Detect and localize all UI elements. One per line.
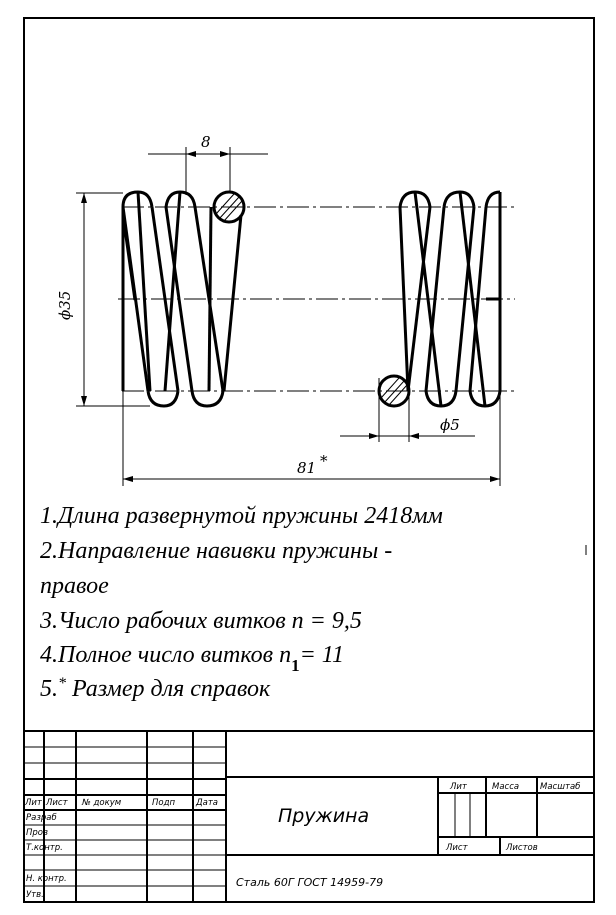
dim-outer-diameter-value: ϕ35 <box>56 290 74 320</box>
dim-pitch <box>148 147 268 195</box>
tb-col-mass: Масса <box>492 782 520 792</box>
note-3: 3.Число рабочих витков n = 9,5 <box>40 608 362 634</box>
tb-header-doc: № докум <box>82 798 122 808</box>
tb-sheet: Лист <box>446 843 468 853</box>
tb-row-prov: Пров <box>26 828 48 838</box>
tb-header-lit: Лит <box>25 798 42 808</box>
dim-length-value: 81 <box>297 459 317 477</box>
note-5-asterisk: * <box>58 675 66 692</box>
tb-col-scale: Масштаб <box>540 782 581 792</box>
note-2: 2.Направление навивки пружины - <box>40 538 393 564</box>
note-4-subscript: 1 <box>291 656 300 675</box>
note-5-number: 5. <box>40 676 58 702</box>
note-5 <box>40 676 270 703</box>
note-4-text: 4.Полное число витков n <box>40 642 292 668</box>
note-1: 1.Длина развернутой пружины 2418мм <box>40 503 443 529</box>
note-5-text: Размер для справок <box>66 676 271 702</box>
note-2-cont: правое <box>40 573 109 599</box>
tb-row-razrab: Разраб <box>26 813 57 823</box>
dim-length-mark: * <box>320 452 328 470</box>
tb-sheets: Листов <box>506 843 538 853</box>
note-4 <box>40 642 345 675</box>
tb-header-list: Лист <box>46 798 68 808</box>
tb-material: Сталь 60Г ГОСТ 14959-79 <box>236 876 384 889</box>
dim-pitch-value: 8 <box>201 133 211 151</box>
dim-wire-diameter-value: ϕ5 <box>440 416 460 434</box>
note-4-value: = 11 <box>299 642 345 668</box>
tb-col-lit: Лит <box>450 782 467 792</box>
tb-row-nkontr: Н. контр. <box>26 874 67 884</box>
tb-row-tkontr: Т.контр. <box>26 843 63 853</box>
tb-row-utv: Утв. <box>26 890 44 900</box>
tb-header-sign: Подп <box>152 798 176 808</box>
tb-header-date: Дата <box>196 798 219 808</box>
tb-title: Пружина <box>278 805 370 827</box>
